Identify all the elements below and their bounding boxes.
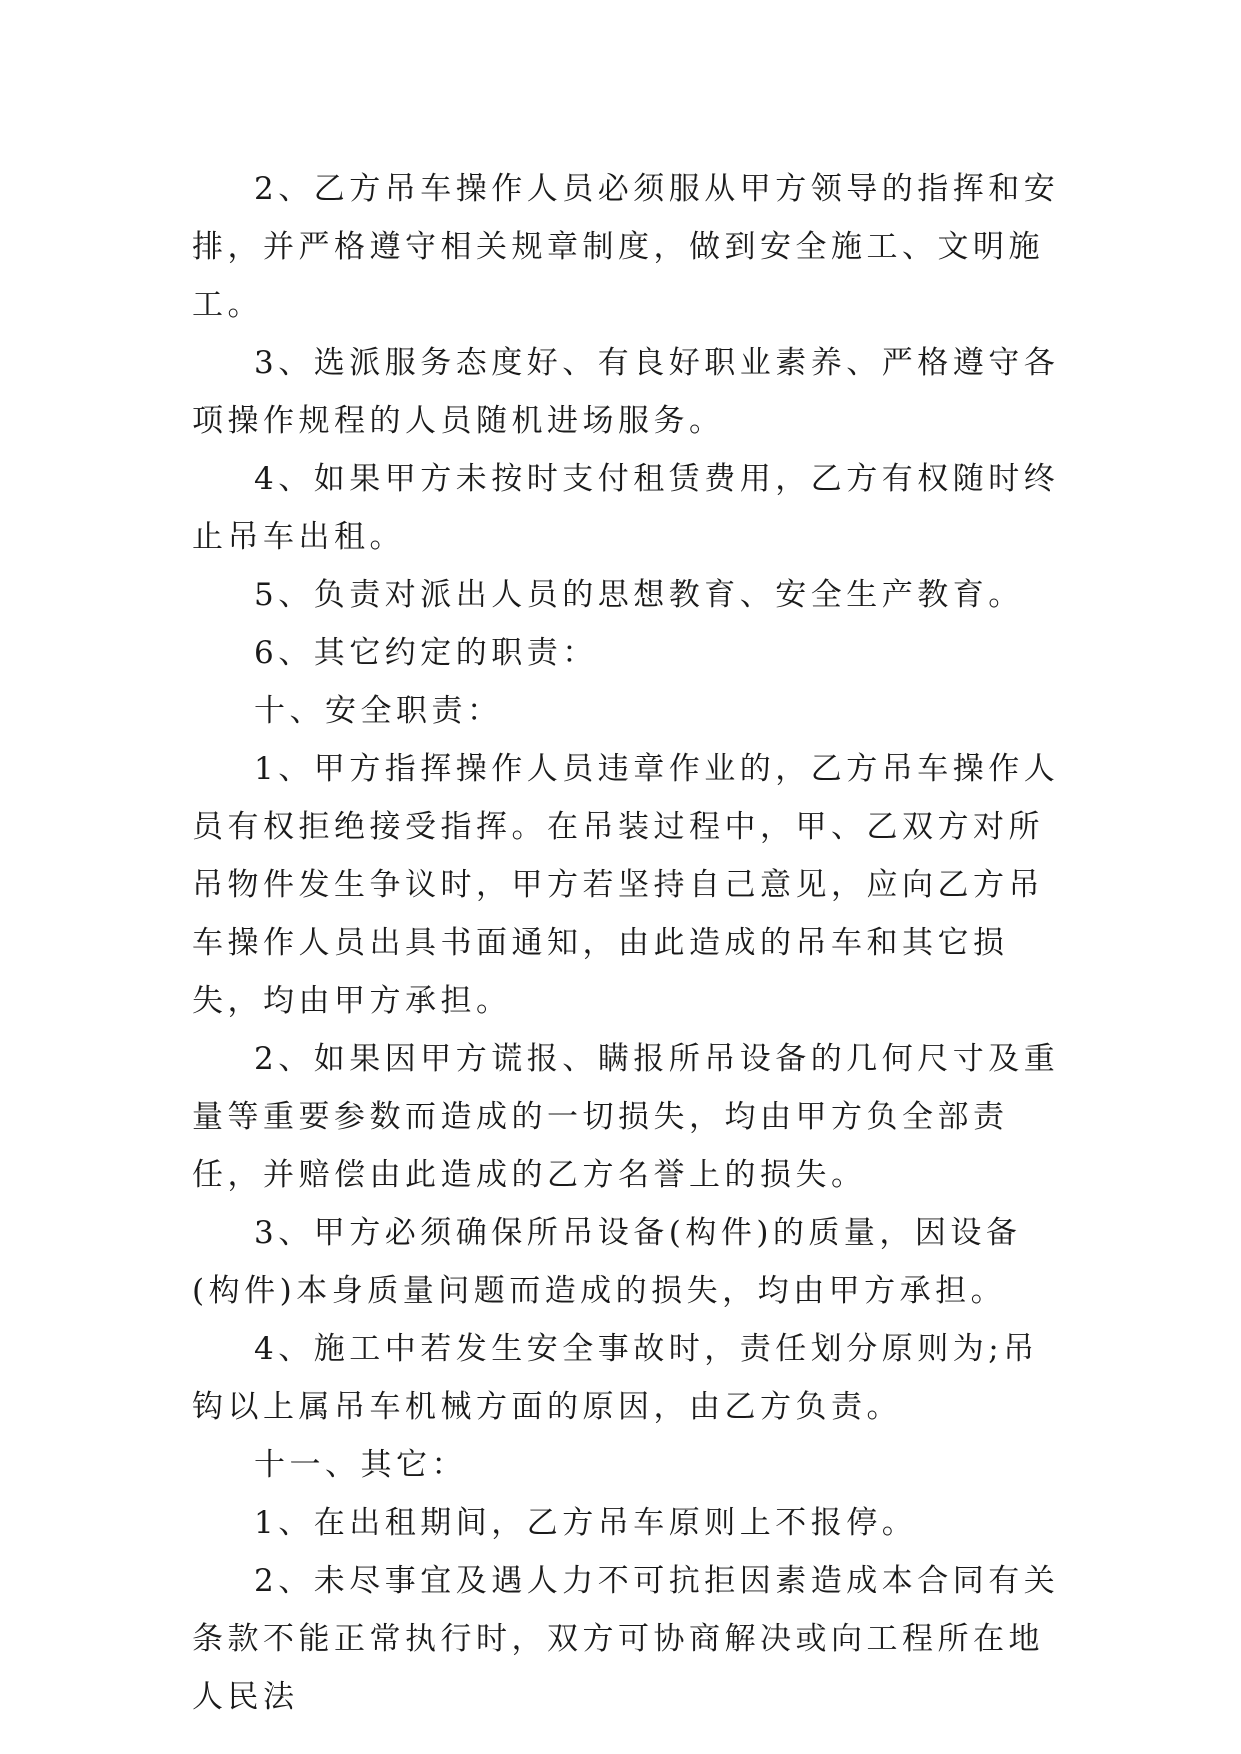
section-heading-other: 十一、其它： — [254, 1447, 467, 1483]
paragraph-responsibility-5: 5、负责对派出人员的思想教育、安全生产教育。 — [254, 577, 1024, 613]
paragraph-responsibility-4: 4、如果甲方未按时支付租赁费用，乙方有权随时终止吊车出租。 — [192, 461, 1060, 555]
paragraph-safety-3: 3、甲方必须确保所吊设备(构件)的质量，因设备(构件)本身质量问题而造成的损失，均由甲方承担。 — [192, 1215, 1022, 1309]
paragraph-responsibility-3: 3、选派服务态度好、有良好职业素养、严格遵守各项操作规程的人员随机进场服务。 — [192, 345, 1060, 439]
paragraph-responsibility-6: 6、其它约定的职责： — [254, 635, 598, 671]
paragraph-safety-4: 4、施工中若发生安全事故时，责任划分原则为;吊钩以上属吊车机械方面的原因，由乙方负责。 — [192, 1331, 1039, 1425]
paragraph-safety-1: 1、甲方指挥操作人员违章作业的，乙方吊车操作人员有权拒绝接受指挥。在吊装过程中，甲、乙双方对所吊物件发生争议时，甲方若坚持自己意见，应向乙方吊车操作人员出具书面通知，由此造成的吊车和其它损失，均由甲方承担。 — [192, 751, 1060, 1019]
paragraph-responsibility-2: 2、乙方吊车操作人员必须服从甲方领导的指挥和安排，并严格遵守相关规章制度，做到安全施工、文明施工。 — [192, 171, 1060, 323]
paragraph-safety-2: 2、如果因甲方谎报、瞒报所吊设备的几何尺寸及重量等重要参数而造成的一切损失，均由甲方负全部责任，并赔偿由此造成的乙方名誉上的损失。 — [192, 1041, 1060, 1193]
paragraph-other-1: 1、在出租期间，乙方吊车原则上不报停。 — [254, 1505, 918, 1541]
section-heading-safety: 十、安全职责： — [254, 693, 503, 729]
document-body — [192, 160, 1062, 1726]
paragraph-other-2: 2、未尽事宜及遇人力不可抗拒因素造成本合同有关条款不能正常执行时，双方可协商解决或向工程所在地人民法 — [192, 1563, 1060, 1715]
